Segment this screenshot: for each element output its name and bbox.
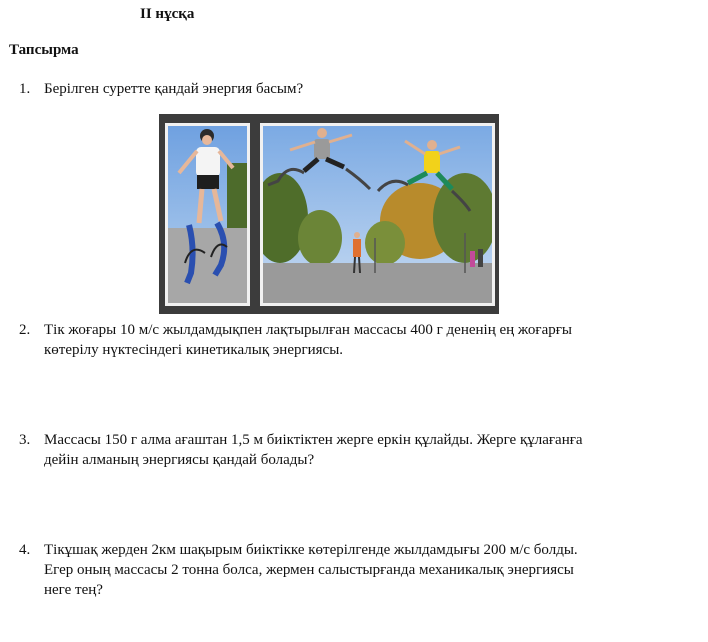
question-4 [19, 540, 679, 600]
question-number: 2. [19, 322, 31, 338]
question-text-line: көтерілу нүктесіндегі кинетикалық энергиясы. [44, 342, 344, 358]
photo-panel-right [260, 123, 495, 306]
question-2 [19, 320, 679, 360]
task-heading: Тапсырма [9, 42, 79, 58]
jumping-stilts-photo [159, 114, 499, 314]
park-jumpers-image [260, 123, 495, 306]
question-text-line: Массасы 150 г алма ағаштан 1,5 м биіктіктен жерге еркін құлайды. Жерге құлағанға [44, 432, 583, 448]
question-text: Берілген суретте қандай энергия басым? [44, 81, 304, 97]
question-text-line: Тікұшақ жерден 2км шақырым биіктікке көтерілгенде жылдамдығы 200 м/с болды. [44, 542, 578, 558]
question-3 [19, 430, 679, 470]
question-text-line: Егер оның массасы 2 тонна болса, жермен салыстырғанда механикалық энергиясы [44, 562, 574, 578]
question-number: 1. [19, 81, 31, 97]
jumper-on-stilts-image [165, 123, 250, 306]
variant-title: II нұсқа [140, 6, 195, 22]
question-text-line: дейін алманың энергиясы қандай болады? [44, 452, 315, 468]
question-text-line: неге тең? [44, 582, 103, 598]
question-number: 4. [19, 542, 31, 558]
photo-panel-left [165, 123, 250, 306]
question-text-line: Тік жоғары 10 м/с жылдамдықпен лақтырылған массасы 400 г дененің ең жоғарғы [44, 322, 572, 338]
question-1 [19, 79, 679, 99]
question-number: 3. [19, 432, 31, 448]
